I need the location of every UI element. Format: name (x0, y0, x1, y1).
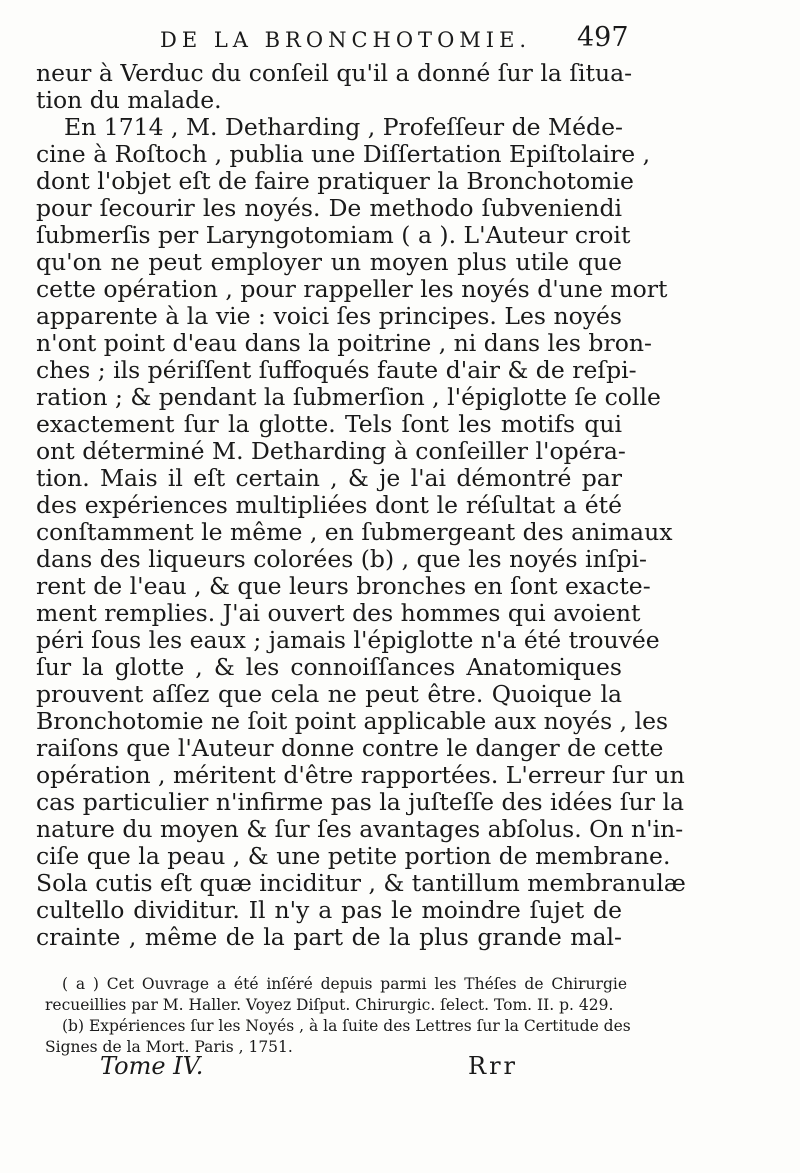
text-line: ſubmerſis per Laryngotomiam ( a ). L'Auteur croit (36, 221, 631, 249)
text-line: nature du moyen & ſur ſes avantages abſolus. On n'in- (36, 815, 684, 843)
text-line: cas particulier n'infirme pas la juſteſſe des idées ſur la (36, 788, 684, 816)
footnote-line: ( a ) Cet Ouvrage a été inſéré depuis parmi les Théſes de Chirurgie (62, 975, 627, 993)
text-line: ment remplies. J'ai ouvert des hommes qui avoient (36, 599, 641, 627)
text-line: raiſons que l'Auteur donne contre le danger de cette (36, 734, 664, 762)
text-line: Sola cutis eſt quæ inciditur , & tantillum membranulæ (36, 869, 686, 897)
text-line: conſtamment le même , en ſubmergeant des animaux (36, 518, 673, 546)
volume-label: Tome IV. (100, 1052, 204, 1080)
text-line: cine à Roſtoch , publia une Diſſertation Epiſtolaire , (36, 140, 651, 168)
footnote-line: recueillies par M. Haller. Voyez Diſput. Chirurgic. ſelect. Tom. II. p. 429. (45, 996, 614, 1014)
text-line: cette opération , pour rappeller les noyés d'une mort (36, 275, 668, 303)
text-line: tion. Mais il eſt certain , & je l'ai démontré par (36, 464, 622, 492)
text-line: ches ; ils périſſent ſuffoqués faute d'air & de reſpi- (36, 356, 637, 384)
gathering-signature: Rrr (468, 1052, 519, 1080)
footnote-line: (b) Expériences ſur les Noyés , à la ſuite des Lettres ſur la Certitude des (62, 1017, 631, 1035)
text-line: prouvent aſſez que cela ne peut être. Quoique la (36, 680, 622, 708)
text-line: crainte , même de la part de la plus grande mal- (36, 923, 622, 951)
text-line: pour ſecourir les noyés. De methodo ſubveniendi (36, 194, 622, 222)
text-line: apparente à la vie : voici ſes principes. Les noyés (36, 302, 622, 330)
text-line: exactement ſur la glotte. Tels ſont les motifs qui (36, 410, 622, 438)
text-line: En 1714 , M. Detharding , Profeſſeur de Méde- (64, 113, 623, 141)
text-line: rent de l'eau , & que leurs bronches en ſont exacte- (36, 572, 651, 600)
text-line: péri ſous les eaux ; jamais l'épiglotte n'a été trouvée (36, 626, 660, 654)
text-line: neur à Verduc du conſeil qu'il a donné ſur la ſitua- (36, 59, 633, 87)
text-line: n'ont point d'eau dans la poitrine , ni dans les bron- (36, 329, 652, 357)
running-head: DE LA BRONCHOTOMIE. (160, 28, 532, 52)
text-line: cultello dividitur. Il n'y a pas le moindre ſujet de (36, 896, 622, 924)
text-line: opération , méritent d'être rapportées. L'erreur ſur un (36, 761, 685, 789)
text-line: ration ; & pendant la ſubmerſion , l'épiglotte ſe colle (36, 383, 661, 411)
text-line: dont l'objet eſt de faire pratiquer la Bronchotomie (36, 167, 634, 195)
text-line: qu'on ne peut employer un moyen plus utile que (36, 248, 622, 276)
page-number: 497 (577, 22, 629, 53)
body-text (36, 59, 686, 951)
text-line: des expériences multipliées dont le réſultat a été (36, 491, 622, 519)
text-line: Bronchotomie ne ſoit point applicable aux noyés , les (36, 707, 669, 735)
signature-line (100, 1052, 540, 1082)
footnote-line: Signes de la Mort. Paris , 1751. (45, 1038, 293, 1056)
text-line: tion du malade. (36, 86, 222, 114)
text-line: ſur la glotte , & les connoiſſances Anatomiques (36, 653, 622, 681)
footnotes (45, 974, 631, 1058)
text-line: ciſe que la peau , & une petite portion de membrane. (36, 842, 671, 870)
text-line: dans des liqueurs colorées (b) , que les noyés inſpi- (36, 545, 647, 573)
text-line: ont déterminé M. Detharding à conſeiller l'opéra- (36, 437, 626, 465)
